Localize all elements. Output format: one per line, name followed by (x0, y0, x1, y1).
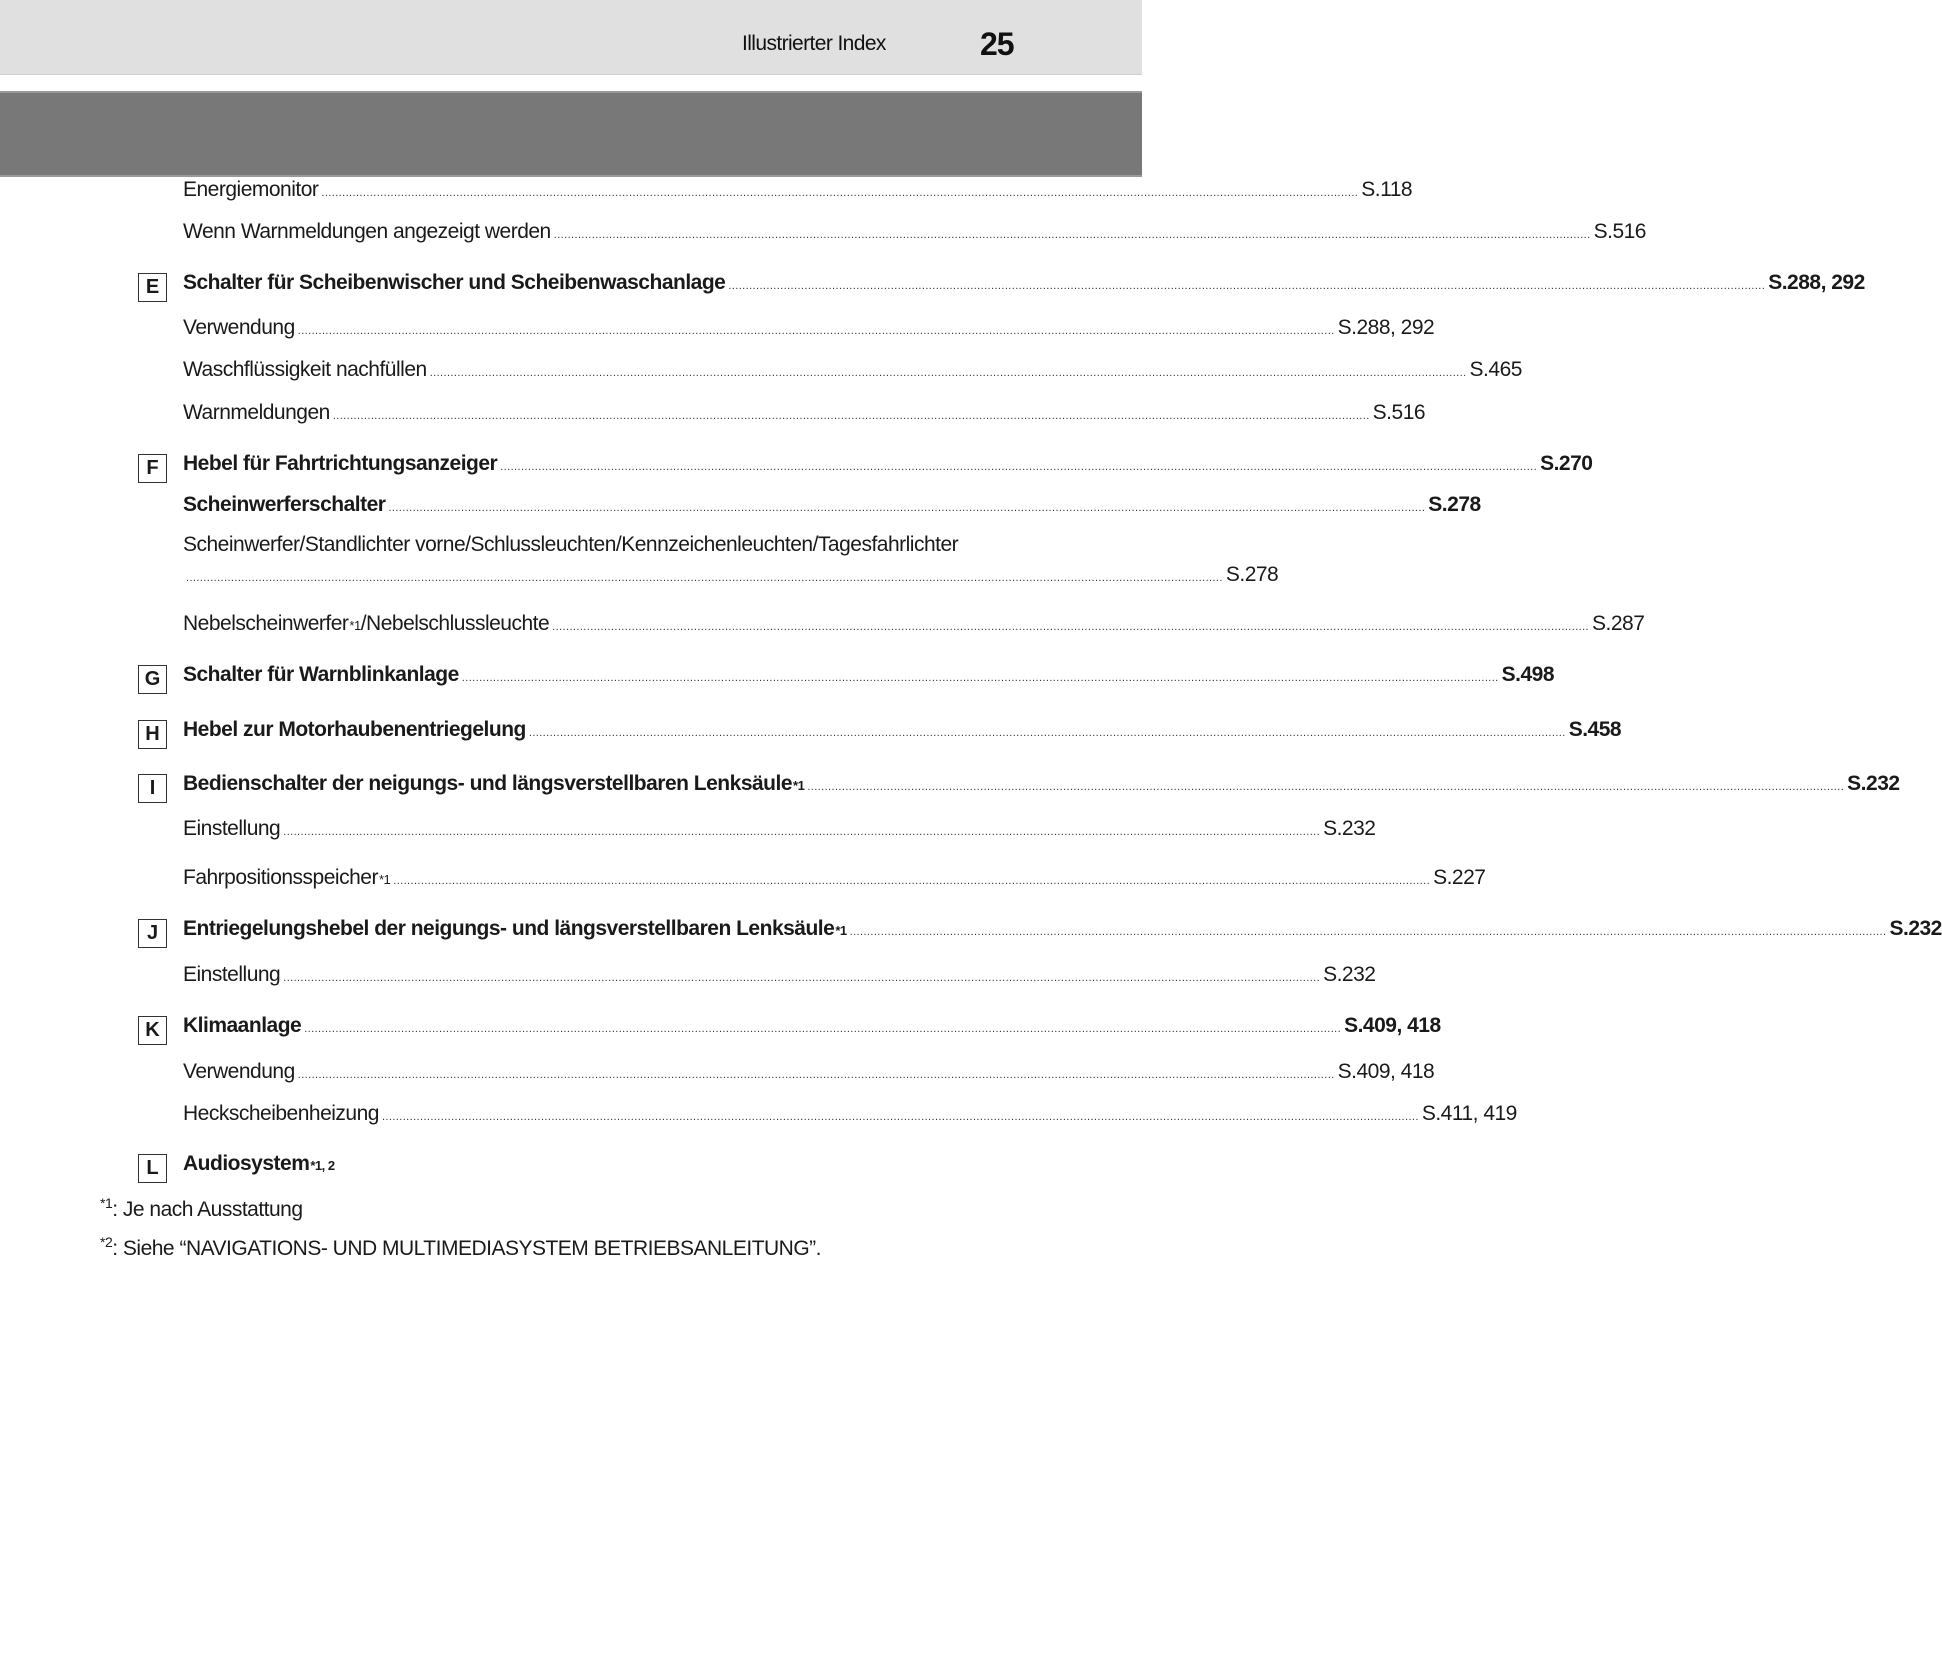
page-reference[interactable]: S.288, 292 (1337, 316, 1435, 339)
section-letter-h: H (138, 720, 167, 749)
entry-label-cont: /Nebelschlussleuchte (360, 612, 550, 635)
footnote-1 (100, 1195, 303, 1222)
index-entry[interactable] (183, 358, 1522, 388)
entry-label: Hebel für Fahrtrichtungsanzeiger (183, 452, 498, 475)
footnote-2 (100, 1234, 822, 1261)
footnote-mark: *1 (100, 1195, 113, 1211)
entry-label: Verwendung (183, 1060, 295, 1083)
page-reference[interactable]: S.288, 292 (1768, 271, 1865, 294)
section-letter-j: J (138, 919, 167, 948)
index-entry[interactable] (183, 963, 1376, 993)
index-entry[interactable] (183, 817, 1376, 847)
dot-leader: ............................................................................................................................................................................................................................................................................................................ (461, 672, 1499, 684)
section-letter-k: K (138, 1016, 167, 1045)
entry-label: Schalter für Scheibenwischer und Scheibenwaschanlage (183, 271, 726, 294)
index-entry[interactable] (183, 452, 1593, 482)
page-reference[interactable]: S.409, 418 (1337, 1060, 1435, 1083)
entry-label: Wenn Warnmeldungen angezeigt werden (183, 220, 551, 243)
entry-label: Schalter für Warnblinkanlage (183, 663, 459, 686)
dot-leader: ............................................................................................................................................................................................................................................................................................................ (553, 229, 1591, 241)
footnote-text: : Je nach Ausstattung (112, 1198, 303, 1221)
entry-label: Fahrpositionsspeicher (183, 866, 378, 889)
dot-leader: ............................................................................................................................................................................................................................................................................................................ (429, 367, 1467, 379)
page-reference[interactable]: S.516 (1593, 220, 1646, 243)
index-entry[interactable] (183, 718, 1622, 748)
footnote-mark: *2 (100, 1234, 113, 1250)
dot-leader: ............................................................................................................................................................................................................................................................................................................ (297, 1069, 1335, 1081)
page-reference[interactable]: S.232 (1889, 917, 1942, 940)
page-reference[interactable]: S.498 (1501, 663, 1555, 686)
dot-leader: ............................................................................................................................................................................................................................................................................................................ (304, 1023, 1342, 1035)
dot-leader: ............................................................................................................................................................................................................................................................................................................ (849, 926, 1887, 938)
dot-leader: ............................................................................................................................................................................................................................................................................................................ (321, 187, 1359, 199)
entry-label: Warnmeldungen (183, 401, 330, 424)
page-reference[interactable]: S.458 (1568, 718, 1622, 741)
page-header-bar (0, 0, 1142, 75)
entry-label: Klimaanlage (183, 1014, 302, 1037)
dot-leader: ............................................................................................................................................................................................................................................................................................................ (728, 280, 1766, 292)
page-reference[interactable]: S.278 (1428, 493, 1481, 516)
index-entry[interactable]: Nebelscheinwerfer *1 /Nebelschlussleuchte ............................................................................................................................................................................................................................................................................................................ S.287 (183, 612, 1645, 635)
section-letter-f: F (138, 454, 167, 483)
dot-leader: ............................................................................................................................................................................................................................................................................................................ (388, 502, 1426, 514)
entry-label: Audiosystem (183, 1152, 310, 1175)
dot-leader: ............................................................................................................................................................................................................................................................................................................ (528, 727, 1566, 739)
entry-label: Scheinwerfer/Standlichter vorne/Schlussleuchten/Kennzeichenleuchten/Tagesfahrlichter (183, 533, 959, 556)
page-reference[interactable]: S.409, 418 (1344, 1014, 1441, 1037)
dot-leader: ............................................................................................................................................................................................................................................................................................................ (381, 1111, 1419, 1123)
dot-leader: ............................................................................................................................................................................................................................................................................................................ (297, 325, 1335, 337)
dot-leader: ............................................................................................................................................................................................................................................................................................................ (393, 875, 1431, 887)
index-entry[interactable] (183, 220, 1646, 250)
entry-label: Verwendung (183, 316, 295, 339)
dot-leader: ............................................................................................................................................................................................................................................................................................................ (332, 410, 1370, 422)
dot-leader: ............................................................................................................................................................................................................................................................................................................ (552, 621, 1590, 633)
entry-label: Bedienschalter der neigungs- und längsverstellbaren Lenksäule (183, 772, 793, 795)
entry-label: Waschflüssigkeit nachfüllen (183, 358, 427, 381)
index-entry[interactable] (183, 1102, 1517, 1132)
section-banner (0, 91, 1142, 177)
entry-label: Hebel zur Motorhaubenentriegelung (183, 718, 526, 741)
entry-label: Einstellung (183, 963, 281, 986)
index-entry[interactable] (183, 533, 983, 563)
index-entry[interactable] (183, 493, 1481, 523)
section-title: Illustrierter Index (742, 32, 886, 55)
index-entry[interactable] (183, 316, 1435, 346)
entry-label: Einstellung (183, 817, 281, 840)
index-entry[interactable]: Bedienschalter der neigungs- und längsverstellbaren Lenksäule *1 ............................................................................................................................................................................................................................................................................................................ S.232 (183, 772, 1900, 795)
page-number: 25 (980, 26, 1014, 62)
footnote-text: : Siehe “NAVIGATIONS- UND MULTIMEDIASYSTEM BETRIEBSANLEITUNG”. (112, 1237, 822, 1260)
entry-label: Scheinwerferschalter (183, 493, 386, 516)
dot-leader: ............................................................................................................................................................................................................................................................................................................ (500, 461, 1538, 473)
page-reference[interactable]: S.465 (1469, 358, 1522, 381)
index-entry[interactable]: Fahrpositionsspeicher *1 ............................................................................................................................................................................................................................................................................................................ S.227 (183, 866, 1486, 889)
dot-leader: ............................................................................................................................................................................................................................................................................................................ (186, 572, 1223, 584)
section-letter-l: L (138, 1154, 167, 1183)
page-reference[interactable]: S.516 (1372, 401, 1426, 424)
page-reference[interactable]: S.287 (1592, 612, 1645, 635)
page-reference[interactable]: S.232 (1323, 817, 1376, 840)
section-letter-g: G (138, 665, 167, 694)
entry-label: Entriegelungshebel der neigungs- und längsverstellbaren Lenksäule (183, 917, 835, 940)
index-entry[interactable] (183, 563, 1279, 593)
entry-label: Nebelscheinwerfer (183, 612, 349, 635)
page-reference[interactable]: S.270 (1540, 452, 1593, 475)
section-letter-e: E (138, 273, 167, 302)
page-reference[interactable]: S.118 (1361, 178, 1413, 201)
dot-leader: ............................................................................................................................................................................................................................................................................................................ (283, 826, 1321, 838)
page-reference[interactable]: S.411, 419 (1421, 1102, 1517, 1125)
dot-leader: ............................................................................................................................................................................................................................................................................................................ (807, 781, 1845, 793)
index-entry[interactable] (183, 271, 1865, 301)
index-entry[interactable] (183, 401, 1426, 431)
page-reference[interactable]: S.227 (1433, 866, 1486, 889)
index-entry[interactable] (183, 1060, 1435, 1090)
page-reference[interactable]: S.232 (1847, 772, 1900, 795)
entry-label: Energiemonitor (183, 178, 319, 201)
dot-leader: ............................................................................................................................................................................................................................................................................................................ (283, 972, 1321, 984)
index-entry[interactable]: Audiosystem *1, 2 (183, 1152, 335, 1175)
index-entry[interactable] (183, 663, 1555, 693)
index-entry[interactable] (183, 178, 1413, 208)
index-entry[interactable]: Entriegelungshebel der neigungs- und längsverstellbaren Lenksäule *1 ............................................................................................................................................................................................................................................................................................................ S.232 (183, 917, 1942, 940)
page-reference[interactable]: S.278 (1225, 563, 1279, 586)
index-entry[interactable] (183, 1014, 1441, 1044)
page-reference[interactable]: S.232 (1323, 963, 1376, 986)
entry-label: Heckscheibenheizung (183, 1102, 379, 1125)
section-letter-i: I (138, 774, 167, 803)
